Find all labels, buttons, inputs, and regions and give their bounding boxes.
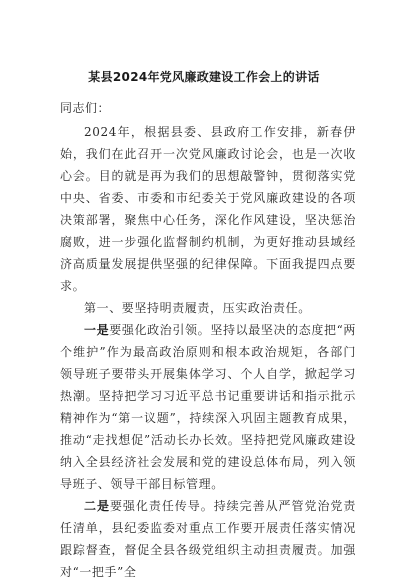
document-title: 某县2024年党风廉政建设工作会上的讲话 (88, 70, 320, 84)
paragraph-text: 要强化责任传导。持续完善从严管党治党责任清单，县纪委监委对重点工作要开展责任落实情况跟踪督查，督促全县各级党组织主动担责履责。加强对“一把手”全 (60, 499, 357, 579)
paragraph-text: 2024年，根据县委、县政府工作安排，新春伊始，我们在此召开一次党风廉政讨论会，也是一次收心会。目的就是再为我们的思想敲警钟，贯彻落实党中央、省委、市委和市纪委关于党风廉政建设的各项决策部署，聚焦中心任务，深化作风建设，坚决惩治腐败，进一步强化监督制约机制，为更好推动县域经济高质量发展提供坚强的纪律保障。下面我提四点要求。 (60, 125, 356, 293)
paragraph-lead: 二是 (84, 499, 110, 513)
paragraph-intro (60, 121, 356, 297)
paragraph-text: 第一、要坚持明责履责，压实政治责任。 (84, 301, 311, 315)
paragraph-text: 要强化政治引领。坚持以最坚决的态度把“两个维护”作为最高政治原则和根本政治规矩，各部门领导班子要带头开展集体学习、个人自学，掀起学习热潮。坚持把学习习近平总书记重要讲话和指示批示精神作为“第一议题”，持续深入巩固主题教育成果，推动“走找想促”活动长办长效。坚持把党风廉政建设纳入全县经济社会发展和党的建设总体布局，列入领导班子、领导干部目标管理。 (60, 323, 356, 491)
document-body (60, 121, 356, 583)
paragraph-section-heading (60, 297, 356, 319)
paragraph-point-one (60, 319, 356, 495)
salutation: 同志们： (60, 101, 111, 115)
paragraph-point-two (60, 495, 356, 583)
paragraph-lead: 一是 (84, 323, 110, 337)
